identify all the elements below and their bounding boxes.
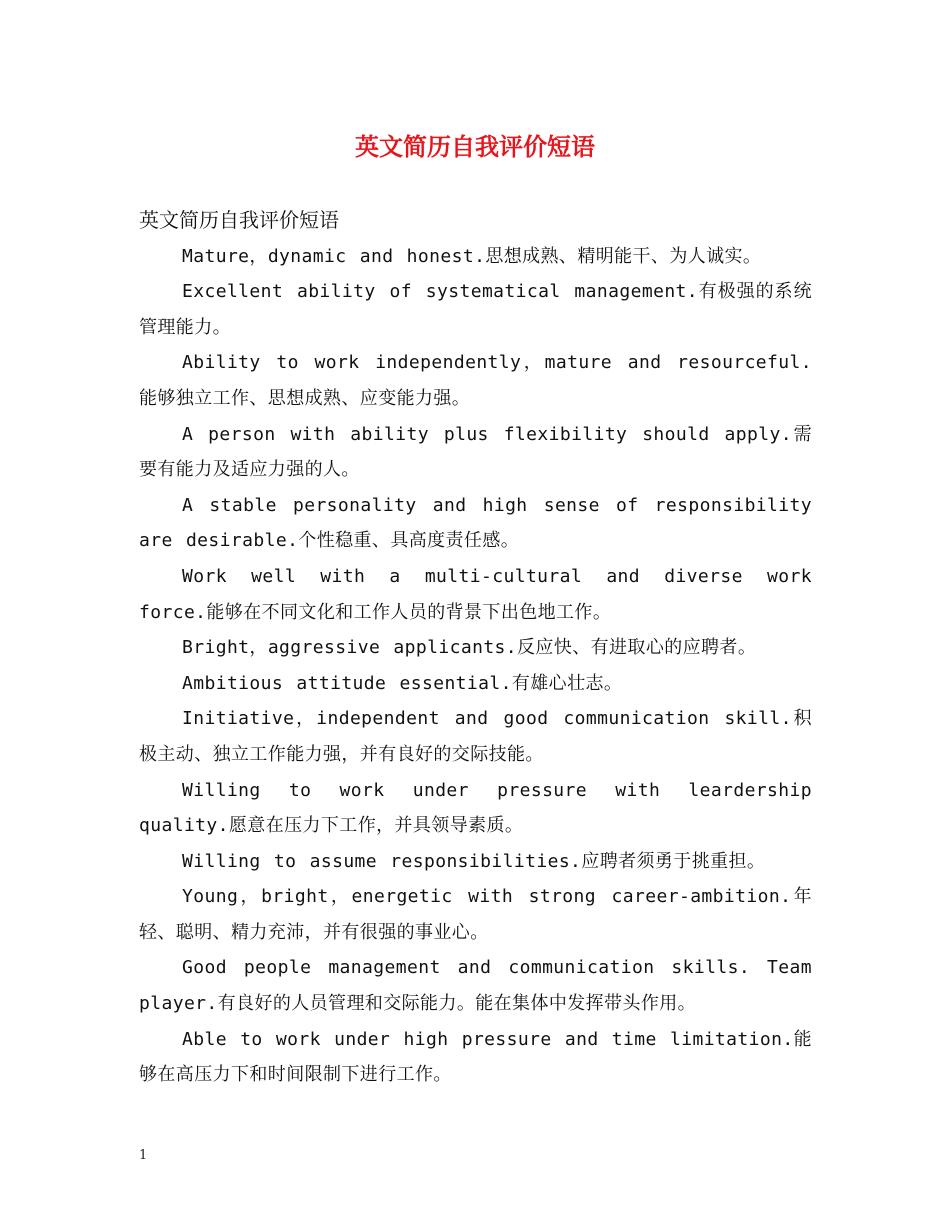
document-subtitle: 英文简历自我评价短语	[139, 208, 339, 232]
paragraph: Willing to assume responsibilities.应聘者须勇于挑重担。	[182, 850, 766, 872]
paragraph: Excellent ability of systematical management.有极强的系统管理能力。	[139, 281, 812, 338]
paragraph: Able to work under high pressure and time limitation.能够在高压力下和时间限制下进行工作。	[139, 1028, 812, 1086]
paragraph: Bright，aggressive applicants.反应快、有进取心的应聘者。	[182, 637, 757, 659]
page-title: 英文简历自我评价短语	[355, 132, 595, 161]
document-body	[139, 203, 812, 1093]
paragraph: Ability to work independently，mature and resourceful.能够独立工作、思想成熟、应变能力强。	[139, 352, 812, 409]
paragraph: Ambitious attitude essential.有雄心壮志。	[182, 672, 623, 694]
paragraph: Initiative，independent and good communication skill.积极主动、独立工作能力强，并有良好的交际技能。	[139, 708, 812, 765]
paragraph: Mature，dynamic and honest.思想成熟、精明能干、为人诚实。	[182, 245, 762, 267]
paragraph: Willing to work under pressure with leardership quality.愿意在压力下工作，并具领导素质。	[139, 779, 812, 837]
paragraph: A stable personality and high sense of responsibility are desirable.个性稳重、具高度责任感。	[139, 494, 812, 552]
paragraph: A person with ability plus flexibility should apply.需要有能力及适应力强的人。	[139, 423, 812, 481]
paragraph: Good people management and communication skills. Team player.有良好的人员管理和交际能力。能在集体中发挥带头作用。	[139, 957, 812, 1015]
paragraph: Young，bright，energetic with strong career-ambition.年轻、聪明、精力充沛，并有很强的事业心。	[139, 886, 812, 943]
page-number: 1	[139, 1148, 148, 1163]
paragraph: Work well with a multi-cultural and diverse work force.能够在不同文化和工作人员的背景下出色地工作。	[139, 565, 812, 623]
